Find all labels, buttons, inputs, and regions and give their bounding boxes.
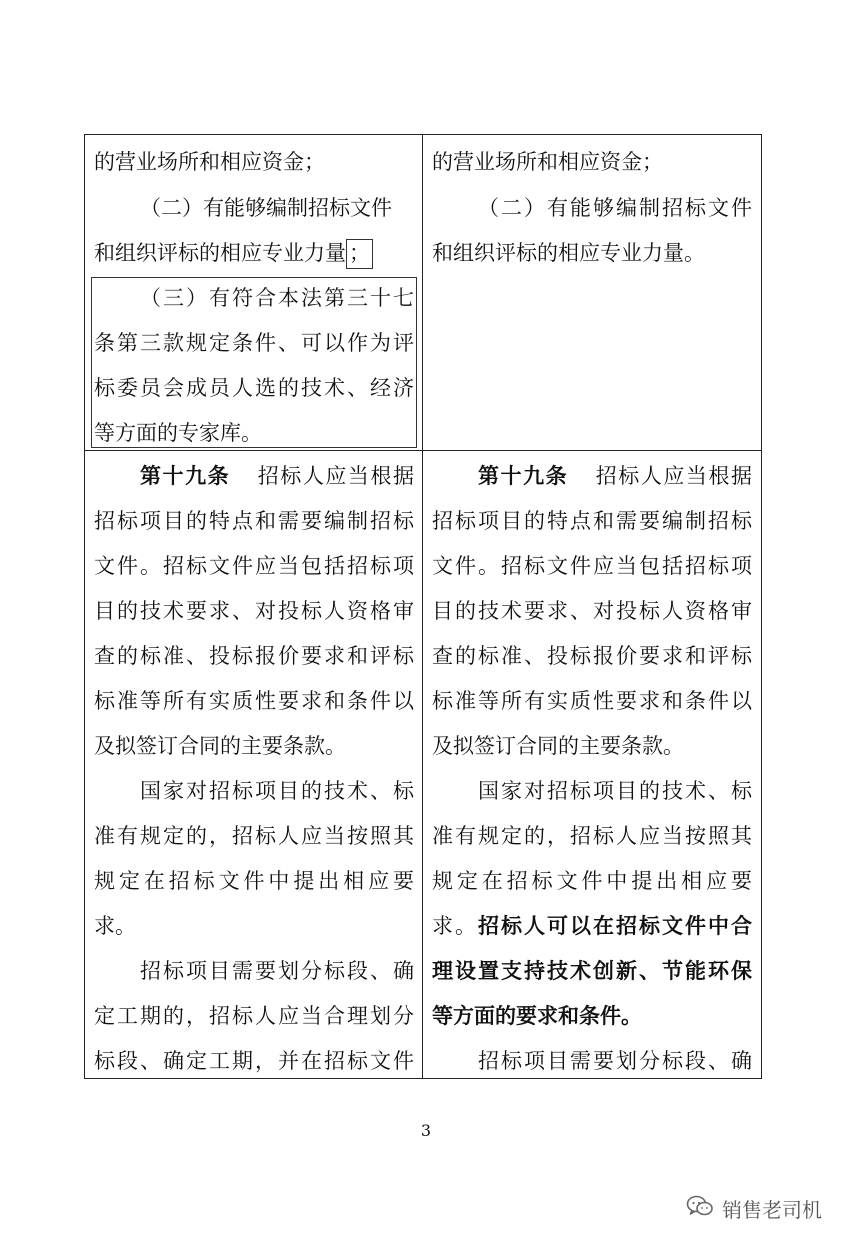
text-line: 文件。招标文件应当包括招标项 <box>94 554 414 578</box>
article-title: 第十九条 <box>140 463 231 488</box>
text-line <box>94 241 394 265</box>
text-fragment: 。 <box>241 421 262 445</box>
text-line: 求。 <box>94 914 136 938</box>
text-line: 和组织评标的相应专业力量。 <box>432 241 705 265</box>
text-fragment: 求。 <box>432 914 478 938</box>
text-line <box>432 914 752 938</box>
text-line: 标段、确定工期，并在招标文件 <box>94 1049 414 1073</box>
text-line: 招标项目需要划分标段、确 <box>140 959 414 983</box>
text-line: 条第三款规定条件、可以作为评 <box>94 331 414 355</box>
added-text-line: 等方面的要求和条件。 <box>432 1003 642 1028</box>
text-line: 查的标准、投标报价要求和评标 <box>94 644 414 668</box>
text-line: 定工期的，招标人应当合理划分 <box>94 1004 414 1028</box>
text-line: 国家对招标项目的技术、标 <box>140 779 414 803</box>
watermark-text: 销售老司机 <box>722 1197 822 1222</box>
text-line: 招标项目的特点和需要编制招标 <box>94 509 414 533</box>
text-line: （三）有符合本法第三十七 <box>140 286 414 310</box>
added-text: 招标人可以在招标文件中合 <box>478 913 752 938</box>
page-number: 3 <box>420 1121 432 1140</box>
text-line: 文件。招标文件应当包括招标项 <box>432 554 752 578</box>
article-title: 第十九条 <box>478 463 569 488</box>
text-line <box>94 464 414 488</box>
text-line: 招标项目的特点和需要编制招标 <box>432 509 752 533</box>
watermark <box>686 1195 822 1221</box>
text-line: （二）有能够编制招标文件 <box>140 196 392 220</box>
table-border-left <box>84 134 85 1078</box>
text-line: 规定在招标文件中提出相应要 <box>94 869 414 893</box>
column-divider <box>422 134 423 1078</box>
wechat-icon <box>686 1194 714 1222</box>
table-border-bottom <box>84 1078 762 1079</box>
text-fragment: 招标人应当根据 <box>256 464 415 488</box>
text-line: 的营业场所和相应资金； <box>432 150 663 174</box>
text-line: 及拟签订合同的主要条款。 <box>94 734 346 758</box>
text-line: 及拟签订合同的主要条款。 <box>432 734 684 758</box>
row-divider <box>84 450 762 451</box>
table-border-right <box>761 134 762 1078</box>
text-line: （二）有能够编制招标文件 <box>478 196 752 220</box>
text-line: 国家对招标项目的技术、标 <box>478 779 752 803</box>
text-fragment: 等方面的专家库 <box>94 421 241 445</box>
text-line: 标准等所有实质性要求和条件以 <box>432 689 752 713</box>
added-text-line: 理设置支持技术创新、节能环保 <box>432 958 752 983</box>
text-line: 准有规定的，招标人应当按照其 <box>94 824 414 848</box>
text-fragment: 招标人应当根据 <box>594 464 753 488</box>
text-line: 查的标准、投标报价要求和评标 <box>432 644 752 668</box>
annotation-box: ； <box>346 239 373 269</box>
text-line: 规定在招标文件中提出相应要 <box>432 869 752 893</box>
text-line <box>94 421 262 445</box>
text-line: 目的技术要求、对投标人资格审 <box>432 599 752 623</box>
text-line: 标准等所有实质性要求和条件以 <box>94 689 414 713</box>
text-line: 目的技术要求、对投标人资格审 <box>94 599 414 623</box>
text-line: 招标项目需要划分标段、确 <box>478 1049 752 1073</box>
text-line: 准有规定的，招标人应当按照其 <box>432 824 752 848</box>
table-border-top <box>84 134 762 135</box>
text-fragment: 和组织评标的相应专业力量 <box>94 241 346 265</box>
text-line: 标委员会成员人选的技术、经济 <box>94 376 414 400</box>
text-line <box>432 464 752 488</box>
text-line: 的营业场所和相应资金； <box>94 150 325 174</box>
